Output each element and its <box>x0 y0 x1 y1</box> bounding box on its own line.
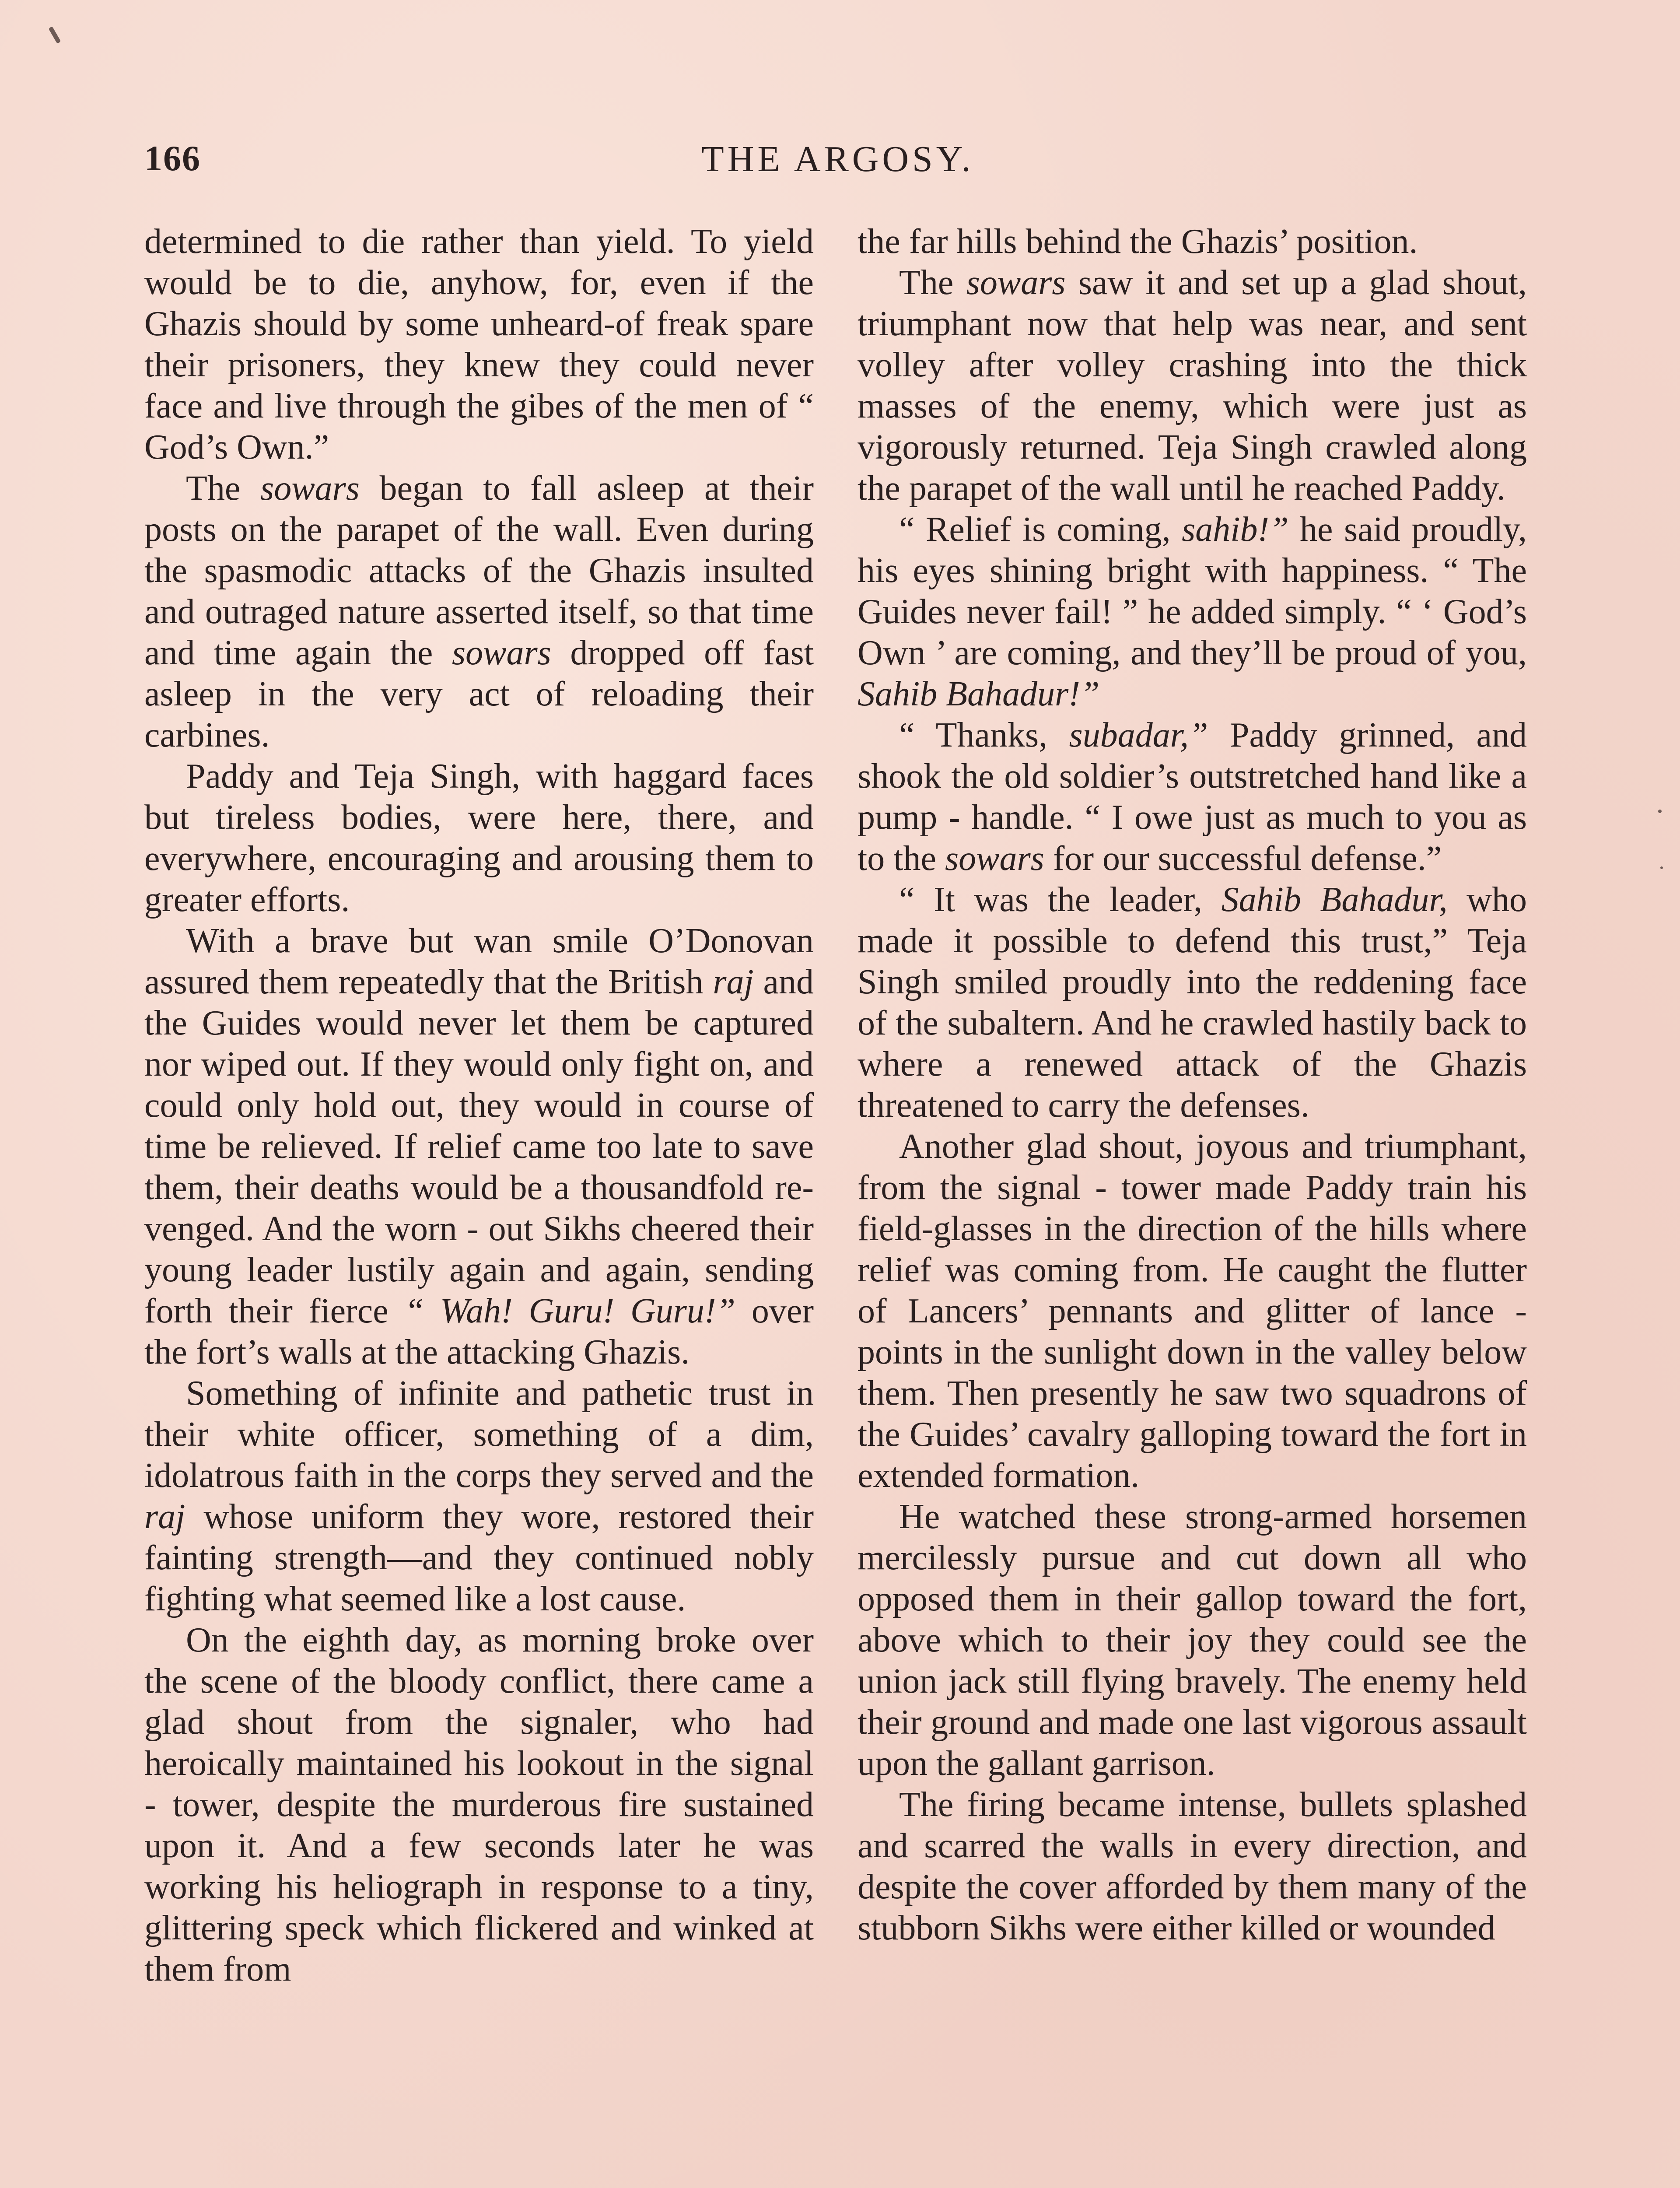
paragraph <box>858 1496 1527 1784</box>
text-run: over the fort’s walls at the attacking Ghazis. <box>144 1292 814 1371</box>
italic-text: sowars <box>945 839 1044 878</box>
text-run: the far hills behind the Ghazis’ position. <box>858 222 1418 261</box>
text-run: The <box>899 263 966 302</box>
paragraph <box>144 920 814 1373</box>
italic-text: Sahib Bahadur, <box>1221 880 1448 919</box>
text-run: Another glad shout, joyous and triumphant, from the signal - tower made Paddy train his field-glasses in the direction of the hills where relief was coming from. He caught the flutter of Lancers’ pennants and glitter of lance - points in the sunlight down in the valley below them. Then presently he saw two squadrons of the Guides’ cavalry galloping toward the fort in extended formation. <box>858 1127 1527 1495</box>
paragraph <box>144 468 814 756</box>
text-run: Paddy and Teja Singh, with haggard faces but tireless bodies, were here, there, and everywhere, encouraging and arousing them to greater efforts. <box>144 757 814 919</box>
text-run: Something of infinite and pathetic trust in their white officer, something of a dim, idolatrous faith in the corps they served and the <box>144 1374 814 1495</box>
paragraph <box>858 879 1527 1126</box>
italic-text: Sahib Bahadur!” <box>858 675 1100 713</box>
text-run: who made it possible to defend this trust,” Teja Singh smiled proudly into the reddening face of the subaltern. And he crawled hastily back to where a renewed attack of the Ghazis threatened to carry the defenses. <box>858 880 1527 1125</box>
italic-text: raj <box>144 1497 186 1536</box>
paragraph <box>144 221 814 468</box>
text-run: he said proudly, his eyes shining bright with happiness. “ The Guides never fail! ” he added simply. “ ‘ God’s Own ’ are coming, and they’ll be proud of you, <box>858 510 1527 672</box>
text-run: began to fall asleep at their posts on the parapet of the wall. Even during the spasmodic attacks of the Ghazis insulted and outraged nature asserted itself, so that time and time again the <box>144 469 814 672</box>
paper-blemish <box>1660 866 1663 869</box>
paragraph <box>858 715 1527 879</box>
text-run: dropped off fast asleep in the very act of reloading their carbines. <box>144 634 814 754</box>
text-run: “ It was the leader, <box>899 880 1222 919</box>
paragraph <box>858 509 1527 715</box>
italic-text: sahib!” <box>1182 510 1289 549</box>
paragraph <box>144 756 814 920</box>
text-run: The firing became intense, bullets splashed and scarred the walls in every direction, and despite the cover afforded by them many of the stubborn Sikhs were either killed or wounded <box>858 1785 1527 1947</box>
paper-blemish <box>49 26 61 44</box>
text-run: saw it and set up a glad shout, triumphant now that help was near, and sent volley after volley crashing into the thick masses of the enemy, which were just as vigorously returned. Teja Singh crawled along the parapet of the wall until he reached Paddy. <box>858 263 1527 508</box>
text-run: whose uniform they wore, restored their fainting strength—and they continued nobly fighting what seemed like a lost cause. <box>144 1497 814 1618</box>
italic-text: sowars <box>452 634 551 672</box>
paragraph <box>858 221 1527 262</box>
text-run: Paddy grinned, and shook the old soldier’s outstretched hand like a pump - handle. “ I owe just as much to you as to the <box>858 716 1527 878</box>
italic-text: sowars <box>260 469 360 508</box>
text-run: The <box>186 469 261 508</box>
italic-text: “ Wah! Guru! Guru!” <box>404 1292 736 1330</box>
text-run: “ Relief is coming, <box>899 510 1182 549</box>
text-run: and the Guides would never let them be captured nor wiped out. If they would only fight on, and could only hold out, they would in course of time be relieved. If relief came too late to save them, their deaths would be a thousandfold revenged. And the worn - out Sikhs cheered their young leader lustily again and again, sending forth their fierce <box>144 963 814 1330</box>
paragraph <box>858 1784 1527 1949</box>
page-number: 166 <box>144 138 201 178</box>
text-run: “ Thanks, <box>899 716 1069 754</box>
italic-text: subadar,” <box>1069 716 1208 754</box>
page-header <box>144 138 1531 186</box>
paper-blemish <box>1658 810 1662 813</box>
paragraph <box>858 1126 1527 1496</box>
text-run: With a brave but wan smile O’Donovan assured them repeatedly that the British <box>144 922 814 1001</box>
paragraph <box>144 1620 814 1990</box>
text-run: determined to die rather than yield. To yield would be to die, anyhow, for, even if the Ghazis should by some unheard-of freak spare their prisoners, they knew they could never face and live through the gibes of the men of “ God’s Own.” <box>144 222 814 466</box>
right-text-column <box>858 221 1527 1949</box>
text-run: On the eighth day, as morning broke over the scene of the bloody conflict, there came a glad shout from the signaler, who had heroically maintained his lookout in the signal - tower, despite the murderous fire sustained upon it. And a few seconds later he was working his heliograph in response to a tiny, glittering speck which flickered and winked at them from <box>144 1621 814 1988</box>
text-run: He watched these strong-armed horsemen mercilessly pursue and cut down all who opposed them in their gallop toward the fort, above which to their joy they could see the union jack still flying bravely. The enemy held their ground and made one last vigorous assault upon the gallant garrison. <box>858 1497 1527 1783</box>
paragraph <box>144 1373 814 1620</box>
running-title: THE ARGOSY. <box>701 139 974 179</box>
left-text-column <box>144 221 814 1990</box>
italic-text: sowars <box>966 263 1066 302</box>
italic-text: raj <box>713 963 754 1001</box>
paragraph <box>858 262 1527 509</box>
text-run: for our successful defense.” <box>1044 839 1442 878</box>
